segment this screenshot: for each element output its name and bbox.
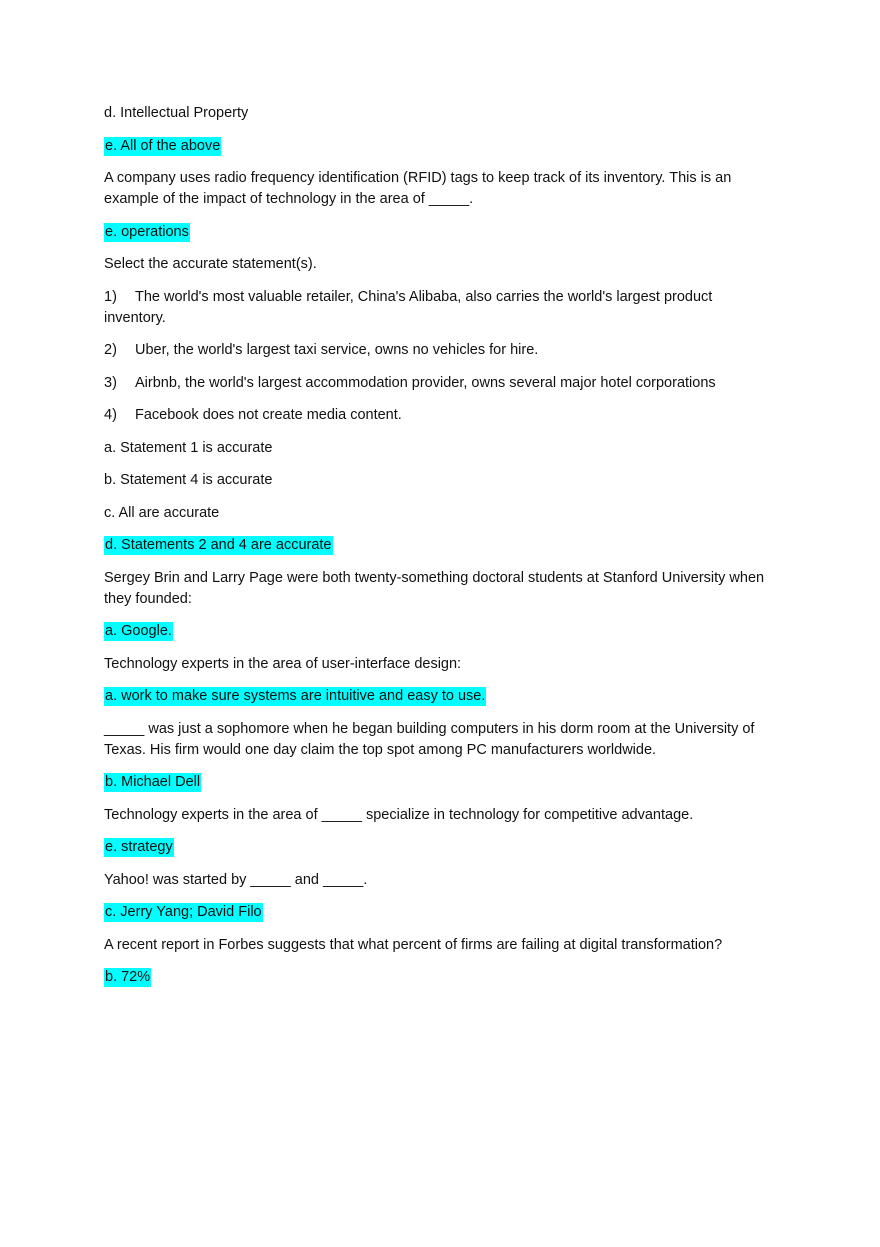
question-forbes: A recent report in Forbes suggests that what percent of firms are failing at digital transformation? [104,936,723,953]
statement-1 [104,287,784,329]
option-a: a. Statement 1 is accurate [104,439,273,456]
option-b: b. Statement 4 is accurate [104,472,273,488]
question-competitive-advantage: Technology experts in the area of _____ specialize in technology for competitive advantage. [104,806,694,823]
statement-number: 1) [104,288,117,305]
question-google-founders [104,568,784,610]
statement-number: 4) [104,407,117,423]
question-line: _____ was just a sophomore when he began building computers in his dorm room at the University of [104,720,755,737]
answer-highlight: c. Jerry Yang; David Filo [105,904,262,920]
answer-michael-dell [104,772,784,793]
answer-yang-filo [104,902,784,923]
answer-google [104,621,784,642]
question-accurate-statements: Select the accurate statement(s). [104,256,317,272]
option-c: c. All are accurate [104,504,220,521]
statement-text: Facebook does not create media content. [135,407,402,423]
answer-strategy [104,837,784,858]
question-rfid [104,168,784,210]
question-yahoo: Yahoo! was started by _____ and _____. [104,871,368,888]
statement-2 [104,340,784,361]
answer-all-of-the-above [104,136,784,157]
answer-statements-2-and-4 [104,535,784,556]
question-line: Texas. His firm would one day claim the top spot among PC manufacturers worldwide. [104,741,657,758]
answer-highlight: b. Michael Dell [105,774,201,790]
question-user-interface: Technology experts in the area of user-interface design: [104,655,462,672]
question-line: example of the impact of technology in the area of _____. [104,191,474,207]
question-line: A company uses radio frequency identification (RFID) tags to keep track of its inventory. This is an [104,170,732,186]
answer-highlight: e. operations [105,223,189,240]
answer-highlight: b. 72% [105,969,151,985]
answer-highlight: e. All of the above [105,137,221,154]
answer-highlight: e. strategy [105,839,173,855]
answer-highlight: a. work to make sure systems are intuitive and easy to use. [105,688,486,704]
answer-operations [104,222,784,243]
question-line: they founded: [104,590,192,607]
statement-number: 2) [104,342,117,358]
statement-3 [104,373,784,394]
statement-text: The world's most valuable retailer, China's Alibaba, also carries the world's largest product [135,288,713,305]
option-intellectual-property: d. Intellectual Property [104,105,249,121]
document-page [104,103,784,1000]
statement-4 [104,405,784,426]
statement-text: Airbnb, the world's largest accommodation provider, owns several major hotel corporations [135,374,716,391]
statement-number: 3) [104,374,117,391]
answer-highlight: a. Google. [105,623,172,639]
question-line: Sergey Brin and Larry Page were both twenty-something doctoral students at Stanford University when [104,569,765,586]
answer-intuitive [104,686,784,707]
question-dorm-computers [104,719,784,761]
answer-highlight: d. Statements 2 and 4 are accurate [105,537,332,553]
statement-text: Uber, the world's largest taxi service, owns no vehicles for hire. [135,342,539,358]
statement-text: inventory. [104,309,166,326]
answer-72-percent [104,967,784,988]
